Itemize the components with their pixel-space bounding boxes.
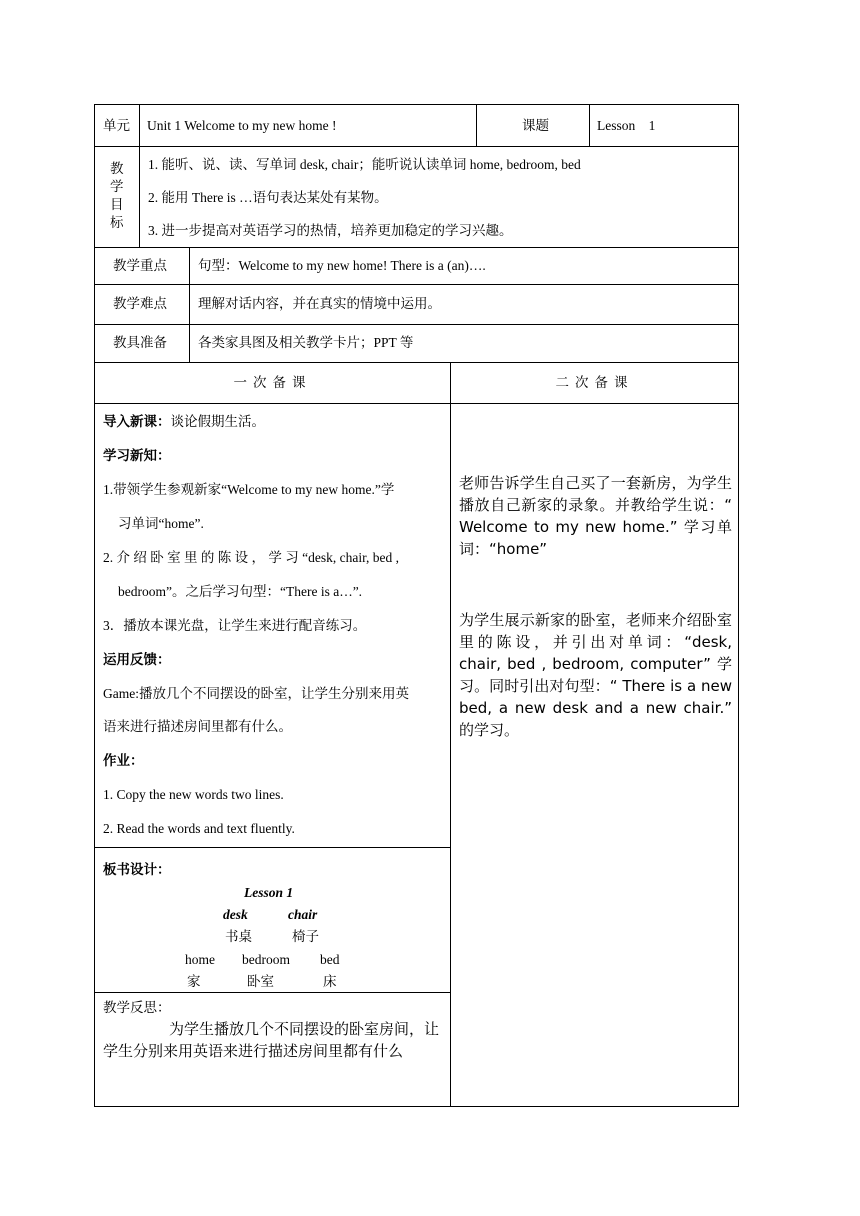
objective-item: 1. 能听、说、读、写单词 desk, chair；能听说认读单词 home, bedroom, bed (148, 157, 581, 172)
board-word-chair: chair (288, 907, 318, 922)
board-meaning-home: 家 (187, 974, 201, 989)
second-prep-header: 二次备课 (555, 375, 634, 390)
objective-item: 3. 进一步提高对英语学习的热情，培养更加稳定的学习兴趣。 (148, 223, 513, 238)
second-prep-para1: 老师告诉学生自己买了一套新房，为学生播放自己新家的录象。并教给学生说：“ Welcome to my new home.” 学习单词：“home” (459, 474, 732, 558)
step1-line2: 习单词“home”. (118, 516, 204, 531)
board-word-home: home (185, 952, 215, 967)
board-meaning-bed: 床 (323, 974, 337, 989)
topic-label: 课题 (522, 118, 549, 133)
objectives-label-char: 目 (110, 197, 124, 212)
board-title: Lesson 1 (244, 885, 294, 900)
step2-line1: 2. 介 绍 卧 室 里 的 陈 设 ， 学 习 “desk, chair, bed , (103, 550, 400, 565)
materials-label: 教具准备 (113, 335, 167, 350)
board-word-desk: desk (223, 907, 248, 922)
first-prep-header: 一次备课 (233, 375, 312, 390)
focus-label: 教学重点 (113, 258, 167, 273)
new-knowledge-label: 学习新知： (103, 448, 171, 463)
game-line1: Game:播放几个不同摆设的卧室，让学生分别来用英 (103, 686, 409, 701)
unit-label: 单元 (103, 118, 130, 133)
second-prep-para2: 为学生展示新家的卧室，老师来介绍卧室里的陈设，并引出对单词：“desk, chair, bed , bedroom, computer” 学习。同时引出对句型：“ There is a new bed, a new desk and a new chair.” 的学习。 (459, 611, 732, 739)
reflection-label: 教学反思： (103, 1000, 171, 1015)
difficulty-value: 理解对话内容，并在真实的情境中运用。 (198, 296, 441, 311)
lesson-value: Lesson 1 (597, 118, 656, 133)
step3: 3．播放本课光盘，让学生来进行配音练习。 (103, 618, 367, 633)
board-design-label: 板书设计： (103, 862, 171, 877)
materials-value: 各类家具图及相关教学卡片；PPT 等 (198, 335, 414, 350)
objective-item: 2. 能用 There is …语句表达某处有某物。 (148, 190, 388, 205)
board-meaning-desk: 书桌 (225, 929, 252, 944)
focus-value: 句型：Welcome to my new home! There is a (an)…. (198, 258, 486, 273)
objectives-label-char: 学 (110, 179, 124, 194)
difficulty-label: 教学难点 (113, 296, 167, 311)
reflection-text: 为学生播放几个不同摆设的卧室房间，让学生分别来用英语来进行描述房间里都有什么 (103, 1020, 440, 1060)
intro-label: 导入新课： (103, 414, 171, 429)
board-meaning-chair: 椅子 (292, 929, 319, 944)
step2-line2: bedroom”。之后学习句型：“There is a…”. (118, 584, 363, 599)
intro-text: 谈论假期生活。 (170, 414, 265, 429)
objectives-label-char: 教 (110, 161, 124, 176)
step1-line1: 1.带领学生参观新家“Welcome to my new home.”学 (103, 482, 395, 497)
game-line2: 语来进行描述房间里都有什么。 (103, 719, 292, 734)
board-meaning-bedroom: 卧室 (247, 974, 274, 989)
homework-label: 作业： (103, 753, 144, 768)
feedback-label: 运用反馈： (103, 652, 171, 667)
homework-item: 2. Read the words and text fluently. (103, 821, 295, 836)
lesson-plan-intro (103, 413, 265, 431)
board-word-bed: bed (320, 952, 340, 967)
board-word-bedroom: bedroom (242, 952, 290, 967)
unit-value: Unit 1 Welcome to my new home ! (147, 118, 337, 133)
homework-item: 1. Copy the new words two lines. (103, 787, 284, 802)
objectives-label-char: 标 (110, 215, 124, 230)
